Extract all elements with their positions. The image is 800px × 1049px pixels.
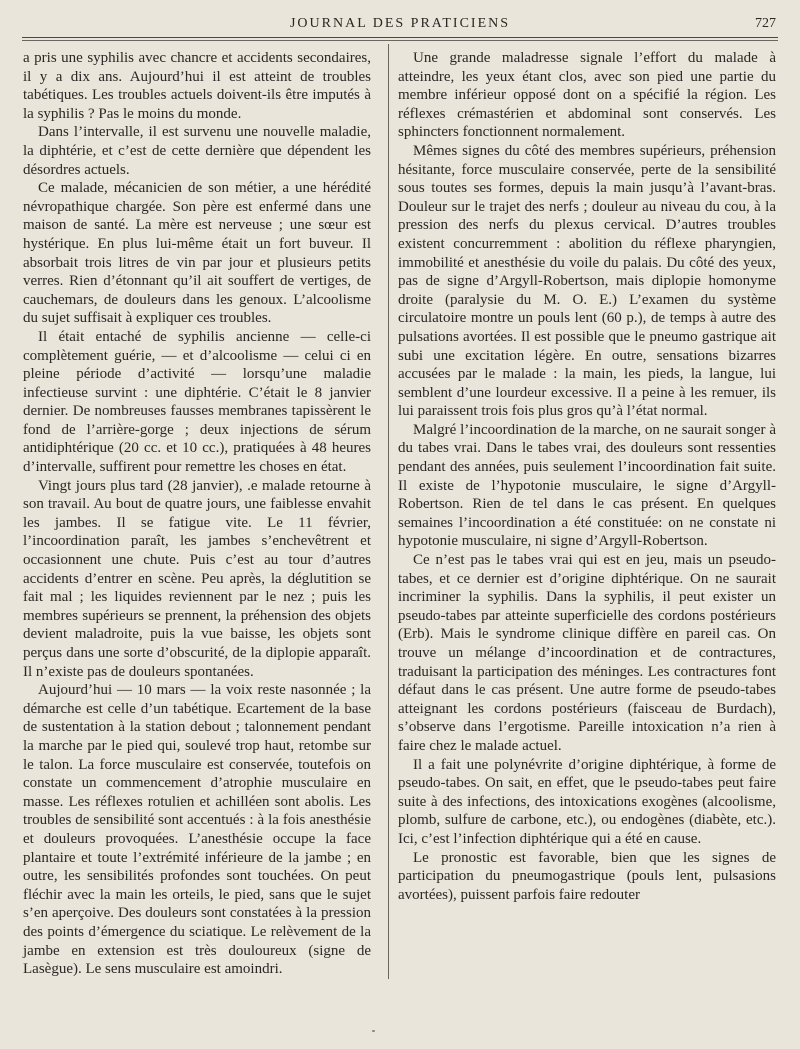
page-header [22,12,778,38]
paragraph: Mêmes signes du côté des membres supérieurs, préhension hésitante, force musculaire conservée, perte de la sensibilité sous toutes ses formes, depuis la main jusqu’à l’avant-bras. Douleur sur le trajet des nerfs ; douleur au niveau du cou, à la pression des nerfs du plexus cervical. D’autres troubles existent concurremment : abolition du réflexe pharyngien, immobilité et anesthésie du voile du palais. Du côté des yeux, pas de signe d’Argyll-Robertson, mais diplopie homonyme droite (paralysie du M. O. E.) L’examen du système circulatoire montre un pouls lent (60 p.), de temps à autre des pulsations avortées. Il est possible que le pneumo gastrique ait subi une excitation légère. En outre, sensations bizarres accusées par le malade : la main, les pieds, la langue, lui semblent d’une lourdeur excessive. Il a peine à les remuer, ils lui paraissent trois fois plus gros qu’à l’état normal. [398,142,776,420]
paragraph: Aujourd’hui — 10 mars — la voix reste nasonnée ; la démarche est celle d’un tabétique. Ecartement de la base de sustentation à la station debout ; talonnement pendant la marche par le pied qui, soulevé trop haut, retombe sur le talon. La force musculaire est conservée, toutefois on constate un commencement d’atrophie musculaire en masse. Les réflexes rotulien et achilléen sont abolis. Les troubles de sensibilité sont accentués : à la fois anesthésie et douleurs provoquées. L’anesthésie occupe la face plantaire et toute l’extrémité inférieure de la jambe ; en outre, les sensibilités profondes sont touchées. On peut fléchir avec la main les orteils, le pied, sans que le sujet s’en aperçoive. Des douleurs sont constatées à la pression des points d’émergence du sciatique. Le relèvement de la jambe en extension est très douloureux (signe de Lasègue). Le sens musculaire est amoindri. [23,682,371,978]
paragraph: Le pronostic est favorable, bien que les signes de participation du pneumogastrique (pouls lent, pulsasions avortées), puissent parfois faire redouter [398,849,776,903]
paragraph: a pris une syphilis avec chancre et accidents secondaires, il y a dix ans. Aujourd’hui il est atteint de troubles tabétiques. Les troubles actuels doivent-ils être imputés à la syphilis ? Pas le moins du monde. [23,50,371,122]
running-title: JOURNAL DES PRATICIENS [289,16,511,31]
paragraph: Vingt jours plus tard (28 janvier), .e malade retourne à son travail. Au bout de quatre jours, une faiblesse envahit les jambes. Il se fatigue vite. Le 11 février, l’incoordination paraît, les jambes s’enchevêtrent et occasionnent une chute. Puis c’est au tour d’autres accidents d’entrer en scène. Peu après, la déglutition se fait mal ; les liquides reviennent par le nez ; puis les membres supérieurs se prennent, la préhension des objets devient maladroite, puis la vue baisse, les objets sont perçus dans une sorte d’obscurité, de la diplopie apparaît. Il n’existe pas de douleurs spontanées. [23,477,371,680]
paragraph: Il a fait une polynévrite d’origine diphtérique, à forme de pseudo-tabes. On sait, en effet, que le pseudo-tabes peut faire suite à des infections, des intoxications exogènes (alcoolisme, plomb, sulfure de carbone, etc.), ou endogènes (diabète, etc.). Ici, c’est l’infection diphtérique qui a été en cause. [398,756,776,847]
paragraph: Il était entaché de syphilis ancienne — celle-ci complètement guérie, — et d’alcoolisme — celui ci en pleine période d’activité — lorsqu’une maladie infectieuse survint : une diphtérie. C’était le 8 janvier dernier. De nombreuses fausses membranes tapissèrent le fond de l’arrière-gorge ; deux injections de sérum antidiphtérique (20 cc. et 10 cc.), pratiquées à 48 heures d’intervalle, suffirent pour remettre les choses en état. [23,328,371,476]
paragraph: Dans l’intervalle, il est survenu une nouvelle maladie, la diphtérie, et c’est de cette dernière que dépendent les désordres actuels. [23,124,371,178]
page-number: 727 [755,16,776,31]
paragraph: Ce malade, mécanicien de son métier, a une hérédité névropathique chargée. Son père est enfermé dans une maison de santé. La mère est nerveuse ; une sœur est hystérique. En plus lui-même était un fort buveur. Il absorbait trois litres de vin par jour et plusieurs petits verres. Rien d’étonnant qu’il ait souffert de vertiges, de cauchemars, de douleurs dans les genoux. L’alcoolisme du sujet suffisait à expliquer ces troubles. [23,180,371,327]
paragraph: Malgré l’incoordination de la marche, on ne saurait songer à du tabes vrai. Dans le tabes vrai, des douleurs sont ressenties pendant des années, puis seulement l’incoordination fait suite. Il existe de l’hypotonie musculaire, le signe d’Argyll-Robertson. Rien de tel dans le cas présent. En quelques semaines l’incoordination a été constituée: on ne constate ni hypotonie musculaire, ni signe d’Argyll-Robertson. [398,421,776,550]
paragraph: Ce n’est pas le tabes vrai qui est en jeu, mais un pseudo-tabes, et ce dernier est d’origine diphtérique. On ne saurait incriminer la syphilis. Dans la syphilis, il peut exister un pseudo-tabes par atteinte superficielle des cordons postérieurs (Erb). Mais le syndrome clinique diffère en pareil cas. On trouve un mélange d’incoordination et de contractures, traduisant la participation des méninges. Les contractures font défaut dans le cas présent. Une autre forme de pseudo-tabes atteignant les cordons postérieurs (faisceau de Burdach), s’observe dans l’ergotisme. Pareille intoxication n’a rien à faire chez le malade actuel. [398,552,776,754]
column-divider [388,44,389,979]
print-speck [372,1030,375,1032]
header-rule-secondary [22,40,778,41]
header-rule [22,37,778,38]
right-column [398,49,776,904]
left-column [23,49,371,979]
paragraph: Une grande maladresse signale l’effort du malade à atteindre, les yeux étant clos, avec son pied une partie du membre inférieur opposé dont on a spécifié la région. Les réflexes crémastérien et abdominal sont conservés. Les sphincters fonctionnent normalement. [398,50,776,141]
